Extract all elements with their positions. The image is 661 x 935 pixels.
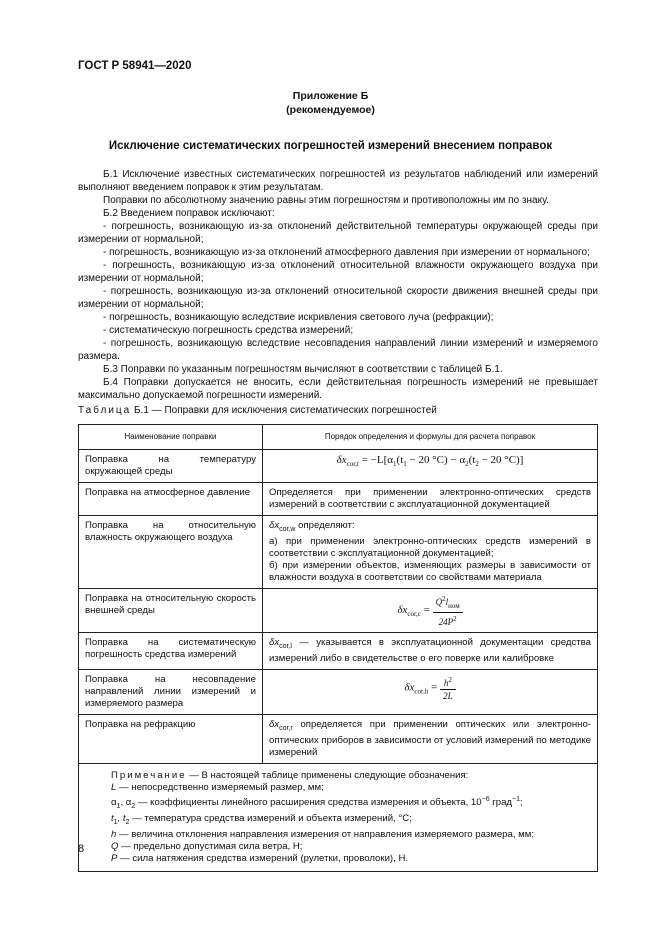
correction-name: Поправка на относительную скорость внешней среды	[79, 588, 263, 632]
correction-name: Поправка на несовпадение направлений линии измерений и измеряемого размера	[79, 669, 263, 714]
correction-name: Поправка на относительную влажность окружающего воздуха	[79, 516, 263, 589]
list-item: - погрешность, возникающую из-за отклонений относительной скорости движения внешней среды при измерении от нормальной;	[78, 286, 598, 310]
page-number: 8	[78, 843, 85, 855]
table-header-row	[79, 425, 598, 450]
paragraph: Б.3 Поправки по указанным погрешностям вычисляют в соответствии с таблицей Б.1.	[103, 364, 503, 375]
note-line: h — величина отклонения направления измерения от направления измеряемого размера, мм;	[111, 828, 535, 840]
list-item: - погрешность, возникающую вследствие несовпадения направлений линии измерений и измеряемого размера.	[78, 338, 598, 362]
paragraph: Б.1 Исключение известных систематических погрешностей из результатов наблюдений или измерений выполняют введением поправок к этим результатам.	[78, 169, 598, 193]
list-item: - погрешность, возникающую из-за отклонений действительной температуры окружающей среды при измерении от нормальной;	[78, 221, 598, 245]
table-caption-text: Б.1 — Поправки для исключения систематических погрешностей	[131, 405, 437, 416]
body-text	[78, 168, 598, 402]
list-item: - систематическую погрешность средства измерений;	[103, 325, 354, 336]
note-line: P — сила натяжения средства измерений (рулетки, проволоки), Н.	[111, 852, 409, 864]
appendix-subtitle: (рекомендуемое)	[286, 104, 375, 116]
note-line: L — непосредственно измеряемый размер, мм;	[111, 781, 324, 793]
correction-name: Поправка на температуру окружающей среды	[79, 450, 263, 483]
table-row	[79, 483, 598, 516]
column-header-formula: Порядок определения и формулы для расчета поправок	[263, 425, 598, 450]
section-title: Исключение систематических погрешностей измерений внесением поправок	[108, 140, 553, 152]
correction-description: $\delta x_{cor,r}$ определяется при применении оптических или электронно-оптических приборов в зависимости от условий измерений по методике измерений	[263, 714, 598, 763]
formula-direction: $\delta x_{cor,h}$ = $\frac{h^2}{2L}$	[263, 669, 598, 714]
table-row	[79, 516, 598, 589]
list-item: - погрешность, возникающую вследствие искривления светового луча (рефракции);	[103, 312, 494, 323]
correction-description: $\delta x_{cor,l}$ — указывается в эксплуатационной документации средства измерений либо в свидетельстве о его поверке или калибровке	[263, 632, 598, 669]
table-row	[79, 669, 598, 714]
paragraph: Поправки по абсолютному значению равны этим погрешностям и противоположны им по знаку.	[103, 195, 549, 206]
note-line: $\alpha_1$, $\alpha_2$ — коэффициенты линейного расширения средства измерения и объекта, $10^{-6}$ град$^{-1}$;	[111, 795, 523, 810]
formula-wind: $\delta x_{cor,c}$ = $\frac{Q^2l_{ном}}{24P^2}$	[263, 588, 598, 632]
correction-name: Поправка на рефракцию	[79, 714, 263, 763]
humidity-lead: $\delta x_{cor,w}$ определяют:	[269, 520, 355, 533]
correction-description: Определяется при применении электронно-оптических средств измерений в соответствии с эксплуатационной документацией	[263, 483, 598, 516]
note-intro: Примечание — В настоящей таблице применены следующие обозначения:	[111, 769, 469, 781]
table-row	[79, 632, 598, 669]
table-row	[79, 714, 598, 763]
document-id: ГОСТ Р 58941—2020	[78, 60, 192, 72]
humidity-case-b: б) при измерении объектов, изменяющих размеры в зависимости от влажности воздуха в соответствии со свойствами материала	[269, 559, 591, 583]
column-header-name: Наименование поправки	[79, 425, 263, 450]
table-caption-prefix: Таблица	[78, 405, 132, 416]
paragraph: Б.4 Поправки допускается не вносить, если действительная погрешность измерений не превышает максимально допускаемой погрешности измерений.	[78, 377, 598, 401]
table-row	[79, 588, 598, 632]
list-item: - погрешность, возникающую из-за отклонений атмосферного давления при измерении от нормального;	[103, 247, 590, 258]
table-row	[79, 450, 598, 483]
appendix-title: Приложение Б	[292, 90, 369, 102]
table-note-row	[79, 763, 598, 871]
humidity-case-a: а) при применении электронно-оптических средств измерений в соответствии с эксплуатационной документацией;	[269, 535, 591, 559]
correction-description	[263, 516, 598, 589]
corrections-table	[78, 424, 598, 872]
table-note	[79, 763, 598, 871]
correction-name: Поправка на атмосферное давление	[79, 483, 263, 516]
note-line: Q — предельно допустимая сила ветра, Н;	[111, 840, 303, 852]
correction-name: Поправка на систематическую погрешность средства измерений	[79, 632, 263, 669]
note-line: $t_1$, $t_2$ — температура средства измерений и объекта измерений, °C;	[111, 812, 412, 826]
table-caption	[78, 405, 437, 416]
list-item: - погрешность, возникающую из-за отклонений относительной влажности окружающего воздуха при измерении от нормальной;	[78, 260, 598, 284]
paragraph: Б.2 Введением поправок исключают:	[103, 208, 275, 219]
formula-temperature: $\delta x_{cor,t} = -L[\alpha_1(t_1 - 20$ $^\circ C) - \alpha_2(t_2 - 20$ °C)]	[263, 450, 598, 483]
